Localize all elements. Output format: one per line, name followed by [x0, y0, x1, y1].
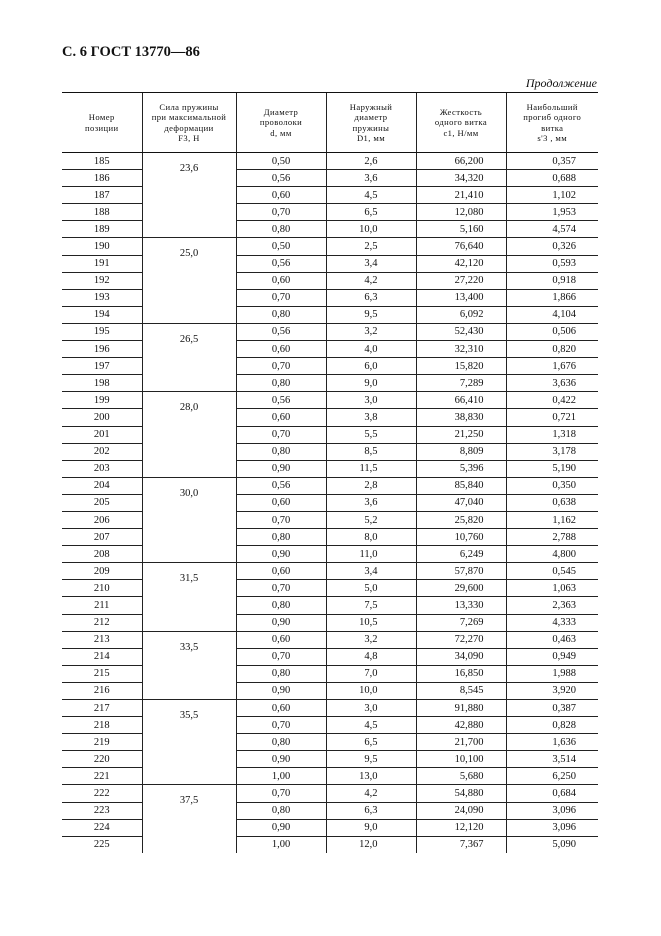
col-header-line: Сила пружины: [159, 102, 219, 113]
position-cell: 191: [62, 255, 142, 272]
wire-diameter-cell: 1,00: [236, 768, 326, 785]
outer-diameter-cell: 9,0: [326, 819, 416, 836]
deflection-cell: 0,357: [506, 153, 598, 170]
wire-diameter-cell: 0,80: [236, 221, 326, 238]
outer-diameter-cell: 13,0: [326, 768, 416, 785]
position-cell: 220: [62, 751, 142, 768]
stiffness-cell: 29,600: [416, 580, 506, 597]
wire-diameter-cell: 0,70: [236, 580, 326, 597]
table-row: [62, 323, 598, 340]
wire-diameter-cell: 0,90: [236, 751, 326, 768]
table-row: [62, 563, 598, 580]
stiffness-cell: 7,269: [416, 614, 506, 631]
deflection-cell: 3,096: [506, 819, 598, 836]
table-row: [62, 238, 598, 255]
stiffness-cell: 38,830: [416, 409, 506, 426]
deflection-cell: 0,326: [506, 238, 598, 255]
stiffness-cell: 54,880: [416, 785, 506, 802]
outer-diameter-cell: 6,5: [326, 204, 416, 221]
position-cell: 222: [62, 785, 142, 802]
stiffness-cell: 12,120: [416, 819, 506, 836]
wire-diameter-cell: 0,70: [236, 511, 326, 528]
position-cell: 200: [62, 409, 142, 426]
outer-diameter-cell: 4,8: [326, 648, 416, 665]
col-header-position: [62, 93, 142, 153]
stiffness-cell: 5,160: [416, 221, 506, 238]
deflection-cell: 0,949: [506, 648, 598, 665]
deflection-cell: 5,190: [506, 460, 598, 477]
stiffness-cell: 12,080: [416, 204, 506, 221]
position-cell: 210: [62, 580, 142, 597]
stiffness-cell: 7,289: [416, 375, 506, 392]
wire-diameter-cell: 0,80: [236, 529, 326, 546]
wire-diameter-cell: 0,56: [236, 323, 326, 340]
position-cell: 203: [62, 460, 142, 477]
outer-diameter-cell: 3,8: [326, 409, 416, 426]
stiffness-cell: 85,840: [416, 477, 506, 494]
position-cell: 211: [62, 597, 142, 614]
deflection-cell: 0,688: [506, 170, 598, 187]
stiffness-cell: 52,430: [416, 323, 506, 340]
wire-diameter-cell: 0,60: [236, 631, 326, 648]
wire-diameter-cell: 0,80: [236, 734, 326, 751]
position-cell: 205: [62, 494, 142, 511]
stiffness-cell: 13,400: [416, 289, 506, 306]
deflection-cell: 1,953: [506, 204, 598, 221]
wire-diameter-cell: 0,90: [236, 819, 326, 836]
position-cell: 202: [62, 443, 142, 460]
stiffness-cell: 21,700: [416, 734, 506, 751]
deflection-cell: 0,593: [506, 255, 598, 272]
col-header-line: при максимальной: [151, 112, 227, 123]
stiffness-cell: 6,092: [416, 306, 506, 323]
stiffness-cell: 42,880: [416, 717, 506, 734]
position-cell: 214: [62, 648, 142, 665]
stiffness-cell: 42,120: [416, 255, 506, 272]
outer-diameter-cell: 6,5: [326, 734, 416, 751]
deflection-cell: 0,350: [506, 477, 598, 494]
deflection-cell: 0,422: [506, 392, 598, 409]
deflection-cell: 1,318: [506, 426, 598, 443]
wire-diameter-cell: 0,60: [236, 563, 326, 580]
position-cell: 198: [62, 375, 142, 392]
stiffness-cell: 15,820: [416, 358, 506, 375]
deflection-cell: 0,463: [506, 631, 598, 648]
position-cell: 224: [62, 819, 142, 836]
position-cell: 223: [62, 802, 142, 819]
position-cell: 197: [62, 358, 142, 375]
position-cell: 217: [62, 700, 142, 717]
col-header-stiffness: [416, 93, 506, 153]
col-header-line: диаметр: [354, 112, 388, 123]
col-header-line: s'3 , мм: [537, 132, 568, 143]
force-cell: 35,5: [142, 700, 236, 785]
wire-diameter-cell: 0,70: [236, 204, 326, 221]
outer-diameter-cell: 4,2: [326, 272, 416, 289]
position-cell: 188: [62, 204, 142, 221]
wire-diameter-cell: 0,70: [236, 785, 326, 802]
outer-diameter-cell: 4,0: [326, 341, 416, 358]
position-cell: 216: [62, 682, 142, 699]
stiffness-cell: 6,249: [416, 546, 506, 563]
force-cell: 25,0: [142, 238, 236, 323]
wire-diameter-cell: 0,56: [236, 392, 326, 409]
outer-diameter-cell: 7,5: [326, 597, 416, 614]
stiffness-cell: 57,870: [416, 563, 506, 580]
deflection-cell: 4,104: [506, 306, 598, 323]
col-header-line: D1, мм: [356, 132, 386, 143]
position-cell: 195: [62, 323, 142, 340]
deflection-cell: 2,363: [506, 597, 598, 614]
outer-diameter-cell: 10,0: [326, 682, 416, 699]
deflection-cell: 3,920: [506, 682, 598, 699]
outer-diameter-cell: 6,3: [326, 802, 416, 819]
col-header-line: Жесткость: [439, 107, 483, 118]
outer-diameter-cell: 3,6: [326, 170, 416, 187]
outer-diameter-cell: 7,0: [326, 665, 416, 682]
wire-diameter-cell: 0,80: [236, 597, 326, 614]
outer-diameter-cell: 5,5: [326, 426, 416, 443]
deflection-cell: 0,387: [506, 700, 598, 717]
col-header-deflection: [506, 93, 598, 153]
deflection-cell: 1,102: [506, 187, 598, 204]
col-header-line: Номер: [88, 112, 115, 123]
wire-diameter-cell: 0,50: [236, 238, 326, 255]
deflection-cell: 0,721: [506, 409, 598, 426]
wire-diameter-cell: 0,60: [236, 187, 326, 204]
deflection-cell: 6,250: [506, 768, 598, 785]
deflection-cell: 5,090: [506, 836, 598, 853]
wire-diameter-cell: 0,70: [236, 717, 326, 734]
col-header-line: одного витка: [434, 117, 488, 128]
position-cell: 192: [62, 272, 142, 289]
stiffness-cell: 34,320: [416, 170, 506, 187]
outer-diameter-cell: 3,6: [326, 494, 416, 511]
deflection-cell: 0,918: [506, 272, 598, 289]
stiffness-cell: 24,090: [416, 802, 506, 819]
stiffness-cell: 5,680: [416, 768, 506, 785]
outer-diameter-cell: 3,0: [326, 700, 416, 717]
position-cell: 208: [62, 546, 142, 563]
deflection-cell: 3,636: [506, 375, 598, 392]
outer-diameter-cell: 5,2: [326, 511, 416, 528]
col-header-wire-diameter: [236, 93, 326, 153]
position-cell: 186: [62, 170, 142, 187]
col-header-line: витка: [541, 122, 564, 133]
outer-diameter-cell: 5,0: [326, 580, 416, 597]
outer-diameter-cell: 4,5: [326, 717, 416, 734]
deflection-cell: 1,636: [506, 734, 598, 751]
deflection-cell: 4,800: [506, 546, 598, 563]
outer-diameter-cell: 3,0: [326, 392, 416, 409]
table-body: [62, 153, 598, 853]
stiffness-cell: 21,250: [416, 426, 506, 443]
table-row: [62, 700, 598, 717]
stiffness-cell: 16,850: [416, 665, 506, 682]
wire-diameter-cell: 0,56: [236, 477, 326, 494]
table-row: [62, 631, 598, 648]
deflection-cell: 1,063: [506, 580, 598, 597]
outer-diameter-cell: 11,0: [326, 546, 416, 563]
stiffness-cell: 91,880: [416, 700, 506, 717]
position-cell: 204: [62, 477, 142, 494]
table-header-row: [62, 93, 598, 153]
outer-diameter-cell: 9,0: [326, 375, 416, 392]
page-header: С. 6 ГОСТ 13770—86: [62, 44, 200, 60]
deflection-cell: 3,178: [506, 443, 598, 460]
outer-diameter-cell: 3,4: [326, 255, 416, 272]
outer-diameter-cell: 3,4: [326, 563, 416, 580]
wire-diameter-cell: 0,90: [236, 460, 326, 477]
outer-diameter-cell: 3,2: [326, 631, 416, 648]
position-cell: 190: [62, 238, 142, 255]
wire-diameter-cell: 0,80: [236, 802, 326, 819]
table-row: [62, 153, 598, 170]
wire-diameter-cell: 0,70: [236, 648, 326, 665]
continuation-label: Продолжение: [525, 76, 597, 90]
wire-diameter-cell: 0,50: [236, 153, 326, 170]
col-header-line: деформации: [164, 122, 214, 133]
col-header-force: [142, 93, 236, 153]
outer-diameter-cell: 2,8: [326, 477, 416, 494]
col-header-outer-diameter: [326, 93, 416, 153]
position-cell: 201: [62, 426, 142, 443]
deflection-cell: 0,828: [506, 717, 598, 734]
stiffness-cell: 32,310: [416, 341, 506, 358]
stiffness-cell: 66,410: [416, 392, 506, 409]
deflection-cell: 3,096: [506, 802, 598, 819]
force-cell: 37,5: [142, 785, 236, 853]
wire-diameter-cell: 0,60: [236, 272, 326, 289]
stiffness-cell: 8,809: [416, 443, 506, 460]
outer-diameter-cell: 6,3: [326, 289, 416, 306]
stiffness-cell: 21,410: [416, 187, 506, 204]
position-cell: 219: [62, 734, 142, 751]
position-cell: 218: [62, 717, 142, 734]
deflection-cell: 2,788: [506, 529, 598, 546]
wire-diameter-cell: 0,70: [236, 426, 326, 443]
position-cell: 207: [62, 529, 142, 546]
force-cell: 31,5: [142, 563, 236, 631]
wire-diameter-cell: 0,80: [236, 306, 326, 323]
wire-diameter-cell: 0,56: [236, 170, 326, 187]
wire-diameter-cell: 0,80: [236, 375, 326, 392]
stiffness-cell: 34,090: [416, 648, 506, 665]
stiffness-cell: 47,040: [416, 494, 506, 511]
col-header-line: Наибольший: [526, 102, 578, 113]
deflection-cell: 4,333: [506, 614, 598, 631]
deflection-cell: 4,574: [506, 221, 598, 238]
force-cell: 28,0: [142, 392, 236, 477]
deflection-cell: 0,820: [506, 341, 598, 358]
deflection-cell: 1,676: [506, 358, 598, 375]
stiffness-cell: 10,100: [416, 751, 506, 768]
position-cell: 225: [62, 836, 142, 853]
stiffness-cell: 25,820: [416, 511, 506, 528]
position-cell: 206: [62, 511, 142, 528]
stiffness-cell: 72,270: [416, 631, 506, 648]
position-cell: 215: [62, 665, 142, 682]
outer-diameter-cell: 11,5: [326, 460, 416, 477]
table-row: [62, 392, 598, 409]
position-cell: 212: [62, 614, 142, 631]
wire-diameter-cell: 0,60: [236, 494, 326, 511]
stiffness-cell: 27,220: [416, 272, 506, 289]
stiffness-cell: 8,545: [416, 682, 506, 699]
wire-diameter-cell: 0,80: [236, 665, 326, 682]
wire-diameter-cell: 0,70: [236, 289, 326, 306]
position-cell: 221: [62, 768, 142, 785]
outer-diameter-cell: 9,5: [326, 306, 416, 323]
outer-diameter-cell: 8,0: [326, 529, 416, 546]
table-row: [62, 477, 598, 494]
deflection-cell: 0,638: [506, 494, 598, 511]
outer-diameter-cell: 10,5: [326, 614, 416, 631]
stiffness-cell: 66,200: [416, 153, 506, 170]
deflection-cell: 0,506: [506, 323, 598, 340]
deflection-cell: 1,162: [506, 511, 598, 528]
deflection-cell: 1,866: [506, 289, 598, 306]
deflection-cell: 0,684: [506, 785, 598, 802]
table-row: [62, 785, 598, 802]
position-cell: 199: [62, 392, 142, 409]
force-cell: 33,5: [142, 631, 236, 699]
position-cell: 194: [62, 306, 142, 323]
outer-diameter-cell: 9,5: [326, 751, 416, 768]
wire-diameter-cell: 0,80: [236, 443, 326, 460]
col-header-line: Наружный: [349, 102, 393, 113]
position-cell: 196: [62, 341, 142, 358]
col-header-line: пружины: [352, 122, 390, 133]
outer-diameter-cell: 3,2: [326, 323, 416, 340]
position-cell: 213: [62, 631, 142, 648]
wire-diameter-cell: 1,00: [236, 836, 326, 853]
outer-diameter-cell: 6,0: [326, 358, 416, 375]
col-header-line: прогиб одного: [523, 112, 582, 123]
wire-diameter-cell: 0,60: [236, 341, 326, 358]
deflection-cell: 1,988: [506, 665, 598, 682]
deflection-cell: 0,545: [506, 563, 598, 580]
wire-diameter-cell: 0,90: [236, 546, 326, 563]
position-cell: 187: [62, 187, 142, 204]
wire-diameter-cell: 0,90: [236, 614, 326, 631]
wire-diameter-cell: 0,70: [236, 358, 326, 375]
outer-diameter-cell: 4,5: [326, 187, 416, 204]
outer-diameter-cell: 8,5: [326, 443, 416, 460]
wire-diameter-cell: 0,60: [236, 409, 326, 426]
spring-data-table: [62, 92, 598, 853]
stiffness-cell: 7,367: [416, 836, 506, 853]
position-cell: 193: [62, 289, 142, 306]
wire-diameter-cell: 0,56: [236, 255, 326, 272]
col-header-line: проволоки: [259, 117, 303, 128]
outer-diameter-cell: 4,2: [326, 785, 416, 802]
stiffness-cell: 10,760: [416, 529, 506, 546]
outer-diameter-cell: 12,0: [326, 836, 416, 853]
col-header-line: c1, Н/мм: [443, 127, 479, 138]
force-cell: 26,5: [142, 323, 236, 391]
outer-diameter-cell: 2,5: [326, 238, 416, 255]
position-cell: 189: [62, 221, 142, 238]
force-cell: 23,6: [142, 153, 236, 238]
stiffness-cell: 5,396: [416, 460, 506, 477]
position-cell: 209: [62, 563, 142, 580]
deflection-cell: 3,514: [506, 751, 598, 768]
col-header-line: F3, Н: [178, 132, 200, 143]
outer-diameter-cell: 10,0: [326, 221, 416, 238]
col-header-line: позиции: [85, 122, 119, 133]
outer-diameter-cell: 2,6: [326, 153, 416, 170]
col-header-line: d, мм: [270, 127, 292, 138]
wire-diameter-cell: 0,60: [236, 700, 326, 717]
wire-diameter-cell: 0,90: [236, 682, 326, 699]
col-header-line: Диаметр: [263, 107, 299, 118]
force-cell: 30,0: [142, 477, 236, 562]
stiffness-cell: 13,330: [416, 597, 506, 614]
stiffness-cell: 76,640: [416, 238, 506, 255]
position-cell: 185: [93, 155, 110, 167]
